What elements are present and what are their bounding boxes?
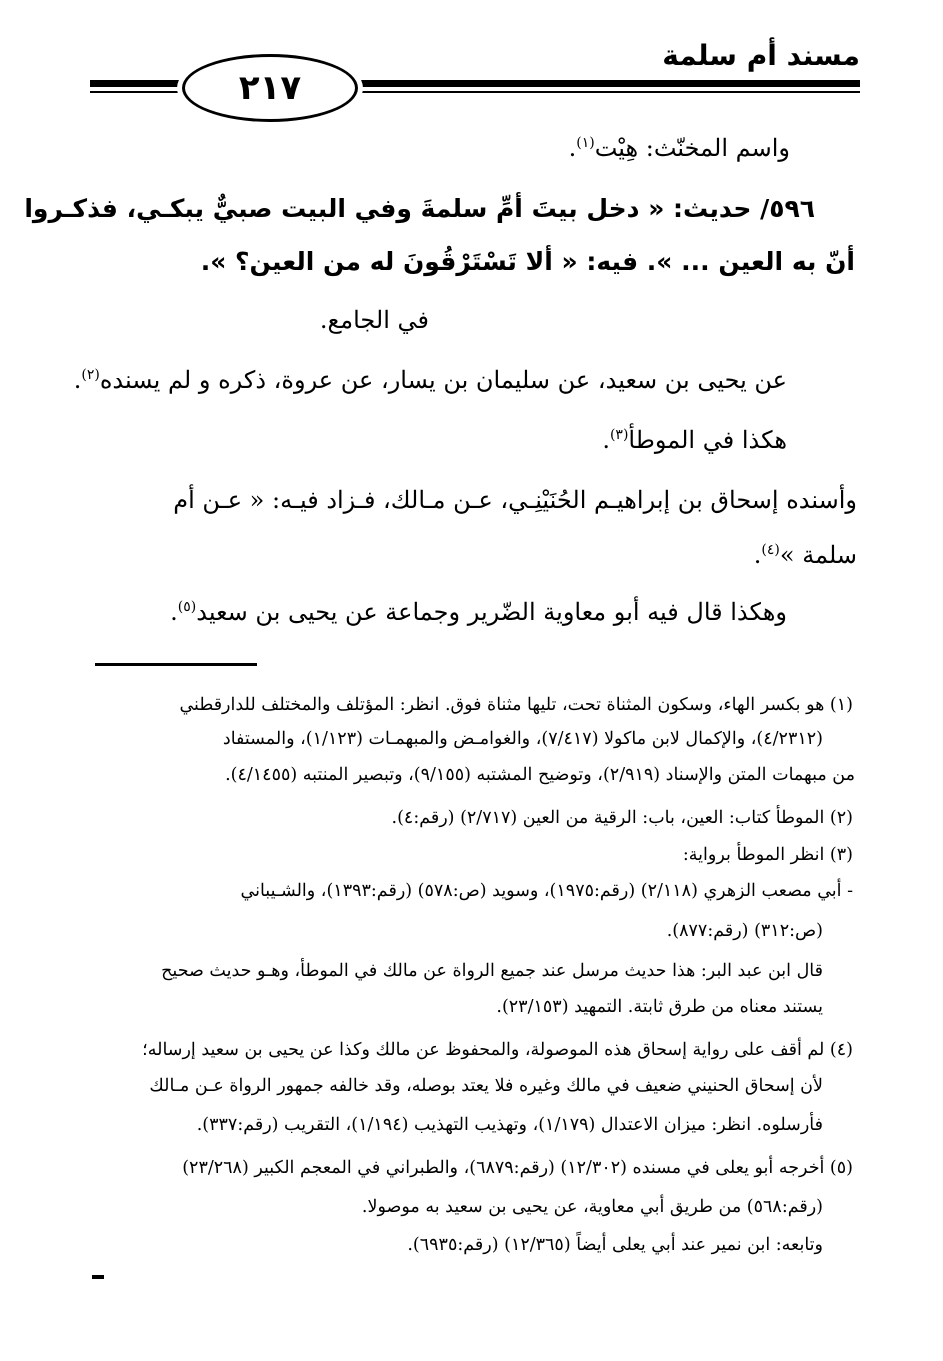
footnote-separator [95, 663, 257, 666]
footnote-ref-4[interactable]: (٤) [761, 542, 780, 558]
footnote-5-line-1: (٥) أخرجه أبو يعلى في مسنده (١٢/٣٠٢) (رقم:٦٨٧٩)، والطبراني في المعجم الكبير (٢٣/٢٦٨) [182, 1158, 853, 1178]
footnote-ref-3[interactable]: (٣) [609, 427, 629, 443]
footnote-3-line-4: قال ابن عبد البر: هذا حديث مرسل عند جميع الرواة عن مالك في الموطأ، وهـو حديث صحيح [161, 961, 823, 981]
footnote-ref-5[interactable]: (٥) [177, 599, 197, 615]
body-line-ishaq-1: وأسنده إسحاق بن إبراهيـم الحُنَيْنِـي، عـن مـالك، فـزاد فيـه: « عـن أم [173, 486, 857, 514]
footnote-ref-2[interactable]: (٢) [81, 367, 100, 383]
body-line-ishaq-2: سلمة »$^{(٤)}$. [753, 541, 857, 569]
footnote-5-line-3: وتابعه: ابن نمير عند أبي يعلى أيضاً (١٢/٣٦٥) (رقم:٦٩٣٥). [407, 1235, 823, 1255]
footnote-3-line-3: (ص:٣١٢) (رقم:٨٧٧). [666, 921, 823, 941]
scan-mark [92, 1275, 104, 1279]
footnote-3-line-1: (٣) انظر الموطأ برواية: [682, 845, 853, 865]
body-line-chain: عن يحيى بن سعيد، عن سليمان بن يسار، عن عروة، ذكره و لم يسنده$^{(٢)}$. [73, 366, 787, 394]
hadith-596-line-2: أنّ به العين ... ». فيه: « ألا تَسْتَرْقُونَ له من العين؟ ». [200, 247, 855, 276]
footnote-3-line-2: - أبي مصعب الزهري (٢/١١٨) (رقم:١٩٧٥)، وسويد (ص:٥٧٨) (رقم:١٣٩٣)، والشـيباني [240, 881, 853, 901]
footnote-ref-1[interactable]: (١) [576, 135, 595, 151]
page-number-badge [182, 54, 358, 122]
footnote-1-line-2: (٤/٢٣١٢)، والإكمال لابن ماكولا (٧/٤١٧)، والغوامـض والمبهمـات (١/١٢٣)، والمستفاد [222, 729, 823, 749]
source-note: في الجامع. [319, 306, 429, 334]
body-line-abu-muawiya: وهكذا قال فيه أبو معاوية الضّرير وجماعة عن يحيى بن سعيد$^{(٥)}$. [170, 598, 787, 626]
body-line-1: واسم المخنّث: هِيْت$^{(١)}$. [568, 134, 790, 162]
body-line-muwatta: هكذا في الموطأ$^{(٣)}$. [602, 426, 787, 454]
footnote-4-line-1: (٤) لم أقف على رواية إسحاق هذه الموصولة، والمحفوظ عن مالك وكذا عن يحيى بن سعيد إرساله؛ [142, 1040, 853, 1060]
page-header [90, 36, 860, 116]
footnote-2: (٢) الموطأ كتاب: العين، باب: الرقية من العين (٢/٧١٧) (رقم:٤). [391, 808, 853, 828]
footnote-1-line-3: من مبهمات المتن والإسناد (٢/٩١٩)، وتوضيح المشتبه (٩/١٥٥)، وتبصير المنتبه (٤/١٤٥٥). [225, 765, 855, 785]
footnote-4-line-3: فأرسلوه. انظر: ميزان الاعتدال (١/١٧٩)، وتهذيب التهذيب (١/١٩٤)، التقريب (رقم:٣٣٧). [196, 1115, 823, 1135]
footnote-5-line-2: (رقم:٥٦٨) من طريق أبي معاوية، عن يحيى بن سعيد به موصولا. [361, 1197, 823, 1217]
footnote-4-line-2: لأن إسحاق الحنيني ضعيف في مالك وغيره فلا يعتد بوصله، وقد خالفه جمهور الرواة عـن مـالك [149, 1076, 823, 1096]
footnote-1-line-1: (١) هو بكسر الهاء، وسكون المثناة تحت، تليها مثناة فوق. انظر: المؤتلف والمختلف للدارقطني [179, 695, 853, 715]
page-number: ٢١٧ [238, 68, 302, 108]
footnote-3-line-5: يستند معناه من طرق ثابتة. التمهيد (٢٣/١٥٣). [496, 997, 823, 1017]
hadith-596-line-1: ٥٩٦/ حديث: « دخل بيتَ أمِّ سلمةَ وفي البيت صبيٌّ يبكـي، فذكـروا [24, 194, 815, 223]
running-title: مسند أم سلمة [662, 39, 860, 72]
